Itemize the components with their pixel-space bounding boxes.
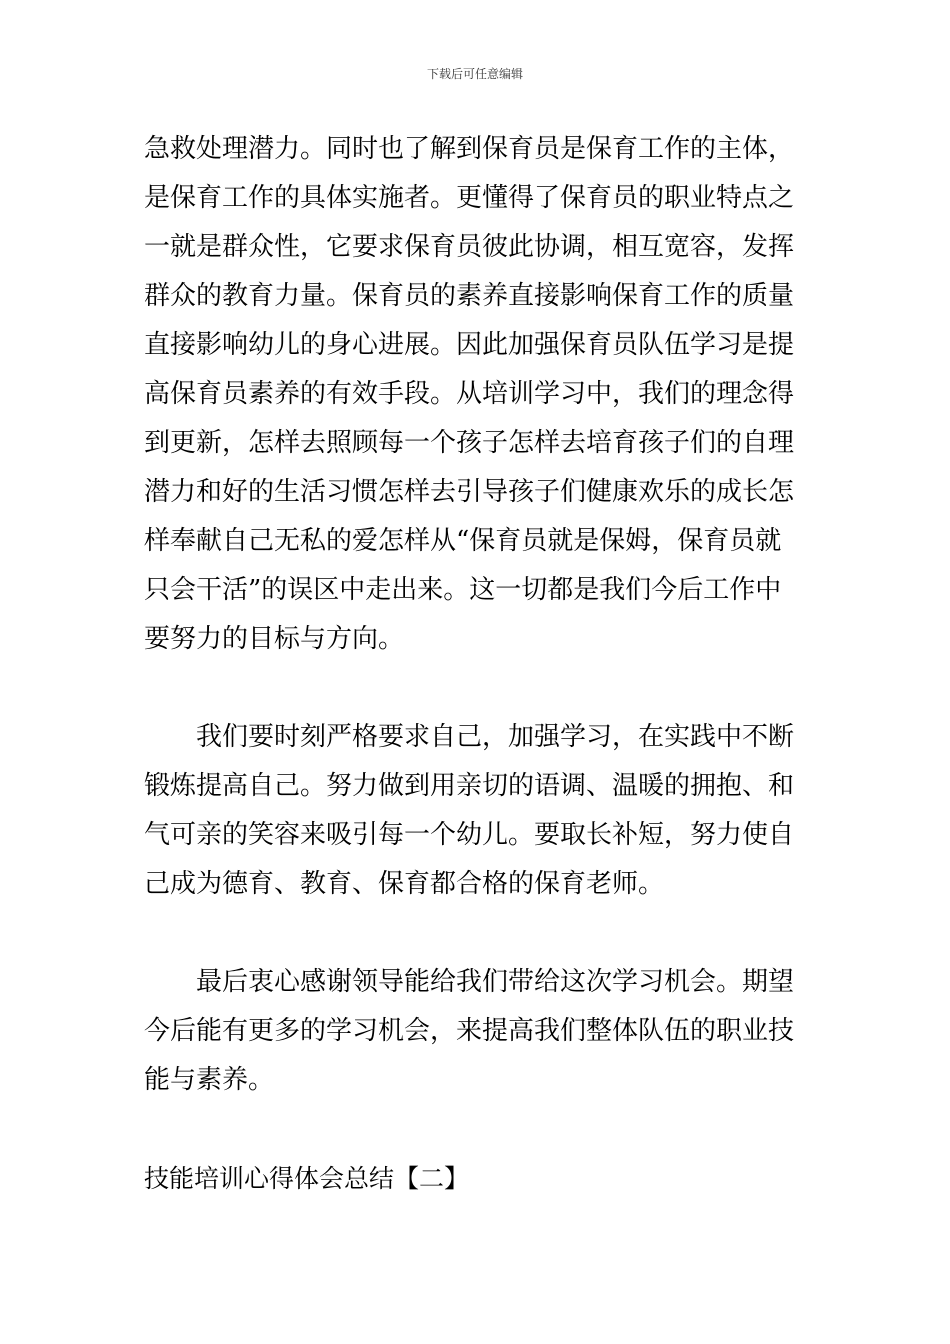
text-line: 直接影响幼儿的身心进展。因此加强保育员队伍学习是提 [144,330,795,360]
paragraph-1 [144,125,808,664]
text-line: 到更新，怎样去照顾每一个孩子怎样去培育孩子们的自理 [144,428,795,458]
text-line: 我们要时刻严格要求自己，加强学习，在实践中不断 [196,722,795,752]
text-line: 最后衷心感谢领导能给我们带给这次学习机会。期望 [196,967,795,997]
text-line: 高保育员素养的有效手段。从培训学习中，我们的理念得 [144,379,795,409]
text-line: 急救处理潜力。同时也了解到保育员是保育工作的主体， [144,134,795,164]
text-line: 样奉献自己无私的爱怎样从“保育员就是保姆，保育员就 [144,526,782,556]
paragraph-spacer [144,1105,808,1154]
text-line: 要努力的目标与方向。 [144,624,405,654]
text-line: 群众的教育力量。保育员的素养直接影响保育工作的质量 [144,281,795,311]
section-heading: 技能培训心得体会总结【二】 [144,1164,470,1193]
document-body [144,125,808,1203]
section-heading-block [144,1154,808,1203]
text-line: 锻炼提高自己。努力做到用亲切的语调、温暖的拥抱、和 [144,771,795,801]
text-line: 今后能有更多的学习机会，来提高我们整体队伍的职业技 [144,1016,795,1046]
header-note: 下载后可任意编辑 [426,67,523,81]
text-line: 是保育工作的具体实施者。更懂得了保育员的职业特点之 [144,183,795,213]
paragraph-3 [144,958,808,1105]
text-line: 潜力和好的生活习惯怎样去引导孩子们健康欢乐的成长怎 [144,477,795,507]
text-line: 己成为德育、教育、保育都合格的保育老师。 [144,869,665,899]
text-line: 只会干活”的误区中走出来。这一切都是我们今后工作中 [144,575,782,605]
text-line: 气可亲的笑容来吸引每一个幼儿。要取长补短，努力使自 [144,820,795,850]
paragraph-2 [144,713,808,909]
paragraph-spacer [144,664,808,713]
text-line: 一就是群众性，它要求保育员彼此协调，相互宽容，发挥 [144,232,795,262]
paragraph-spacer [144,909,808,958]
text-line: 能与素养。 [144,1065,275,1095]
